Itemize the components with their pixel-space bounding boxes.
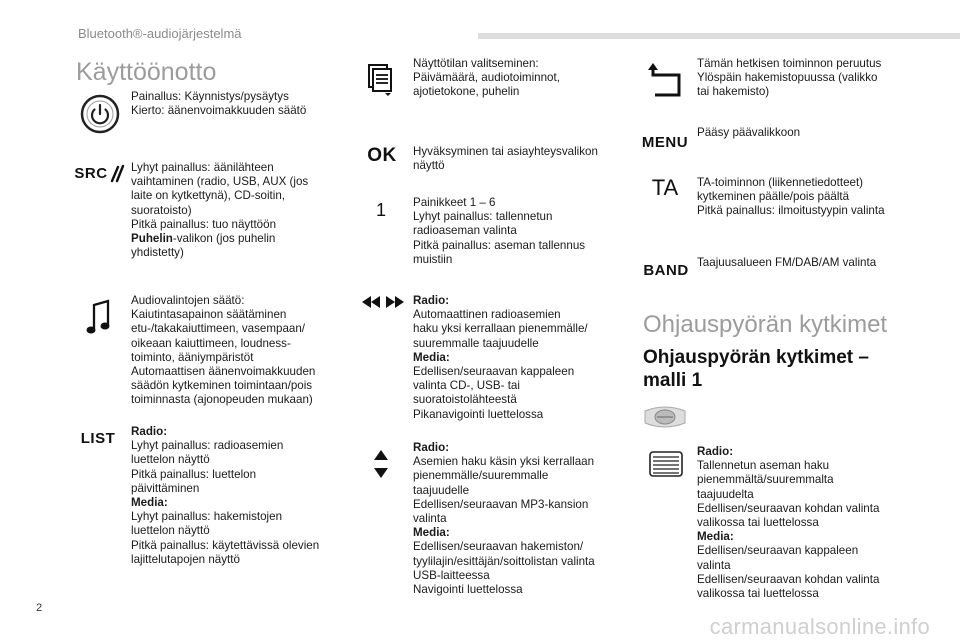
steering-control-icon <box>641 404 689 430</box>
list-icon: LIST <box>80 429 116 447</box>
band-text: Taajuusalueen FM/DAB/AM valinta <box>697 256 877 269</box>
seek-text: Radio: Automaattinen radioasemien haku yksi kerrallaan pienemmälle/ suuremmalle taajuudelle Media: Edellisen/seuraavan kappaleen valinta CD-, USB- tai suoratoistolähteestä Pikanavigointi luettelossa <box>413 294 588 421</box>
ta-icon: TA <box>651 175 679 200</box>
wheel-scroll-icon <box>648 450 684 478</box>
ta-text: TA-toiminnon (liikennetiedotteet) kytkeminen päälle/pois päältä Pitkä painallus: ilmoitustyypin valinta <box>697 176 885 218</box>
header-title: Bluetooth®-audiojärjestelmä <box>78 26 242 41</box>
section-title: Käyttöönotto <box>76 58 217 86</box>
display-select-text: Näyttötilan valitseminen: Päivämäärä, audiotoiminnot, ajotietokone, puhelin <box>413 57 560 99</box>
back-icon <box>646 60 686 100</box>
menu-text: Pääsy päävalikkoon <box>697 126 801 139</box>
up-down-text: Radio: Asemien haku käsin yksi kerrallaan pienemmälle/suuremmalle taajuudelle Edellisen/seuraavan MP3-kansion valinta Media: Edellisen/seuraavan hakemiston/ tyylilajin/esittäjän/soittolistan valinta USB-laitteessa Navigointi luettelossa <box>413 441 595 597</box>
power-icon <box>78 92 122 136</box>
watermark: carmanualsonline.info <box>709 614 930 639</box>
back-text: Tämän hetkisen toiminnon peruutus Ylöspäin hakemistopuussa (valikko tai hakemisto) <box>697 57 882 99</box>
list-text: Radio: Lyhyt painallus: radioasemien luettelon näyttö Pitkä painallus: luettelon päivittäminen Media: Lyhyt painallus: hakemistojen luettelon näyttö Pitkä painallus: käytettävissä olevien lajittelutapojen näyttö <box>131 425 320 566</box>
band-icon: BAND <box>643 261 689 279</box>
preset-icon: 1 <box>375 199 386 220</box>
menu-icon: MENU <box>641 133 689 151</box>
steering-section-title: Ohjauspyörän kytkimet <box>643 311 888 338</box>
steering-subtitle: Ohjauspyörän kytkimet – malli 1 <box>643 347 869 391</box>
wheel-scroll-text: Radio: Tallennetun aseman haku pienemmältä/suuremmalta taajuudelta Edellisen/seuraavan kohdan valinta valikossa tai luettelossa Media: Edellisen/seuraavan kappaleen valinta Edellisen/seuraavan kohdan valinta valikossa tai luettelossa <box>697 445 880 601</box>
header-bar <box>478 33 960 39</box>
up-down-arrows-icon <box>372 447 390 481</box>
display-select-icon <box>366 62 396 98</box>
preset-text: Painikkeet 1 – 6 Lyhyt painallus: tallennetun radioaseman valinta Pitkä painallus: aseman tallennus muistiin <box>413 196 586 266</box>
music-note-icon <box>84 298 114 338</box>
ok-text: Hyväksyminen tai asiayhteysvalikon näyttö <box>413 145 598 173</box>
src-icon: SRC <box>74 160 126 186</box>
page-number: 2 <box>36 602 43 614</box>
power-text: Painallus: Käynnistys/pysäytys Kierto: äänenvoimakkuuden säätö <box>131 90 307 118</box>
src-text: Lyhyt painallus: äänilähteen vaihtaminen (radio, USB, AUX (jos laite on kytkettynä), CD-soitin, suoratoisto) Pitkä painallus: tuo näyttöön Puhelin-valikon (jos puhelin yhdistetty) <box>131 161 309 260</box>
audio-settings-text: Audiovalintojen säätö: Kaiutintasapainon säätäminen etu-/takakaiuttimeen, vasempaan/ oikeaan kaiuttimeen, loudness- toiminto, ääniympäristöt Automaattisen äänenvoimakkuuden säädön kytkeminen toimintaan/pois toiminnasta (ajonopeuden mukaan) <box>131 294 316 407</box>
ok-icon: OK <box>367 145 397 166</box>
seek-arrows-icon <box>360 294 406 310</box>
